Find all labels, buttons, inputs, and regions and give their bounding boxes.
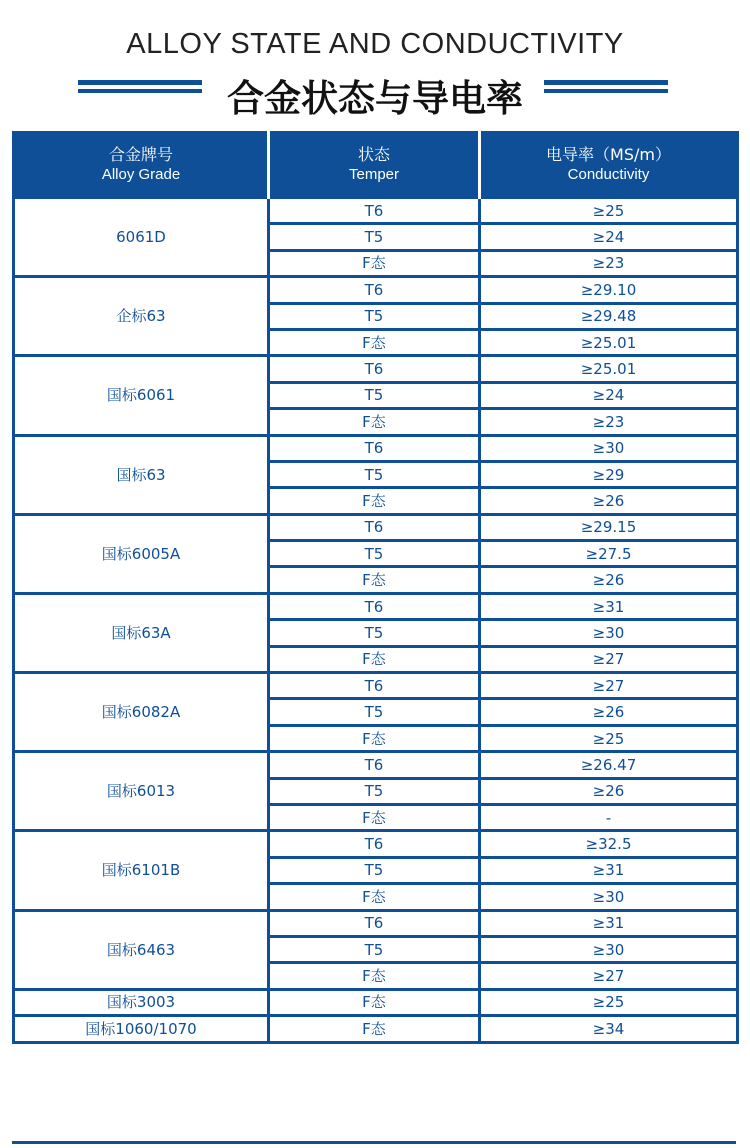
bottom-divider (12, 1141, 736, 1144)
temper-cell: T5 (269, 699, 480, 725)
alloy-grade-cell: 国标6101B (14, 831, 269, 910)
header-alloy-grade-en: Alloy Grade (101, 166, 181, 183)
table-row (14, 356, 738, 382)
temper-cell: T5 (269, 382, 480, 408)
table-row (14, 198, 738, 224)
header-alloy-grade-cn: 合金牌号 (108, 145, 173, 164)
table-body (14, 198, 738, 1043)
conductivity-cell: ≥25 (480, 725, 738, 751)
temper-cell: T5 (269, 778, 480, 804)
conductivity-cell: ≥25 (480, 198, 738, 224)
conductivity-cell: ≥25.01 (480, 329, 738, 355)
alloy-grade-cell: 国标63A (14, 593, 269, 672)
table-row (14, 277, 738, 303)
temper-cell: T5 (269, 620, 480, 646)
alloy-grade-cell: 国标6082A (14, 673, 269, 752)
header-temper-cn: 状态 (357, 145, 390, 164)
temper-cell: T6 (269, 752, 480, 778)
conductivity-cell: ≥27 (480, 673, 738, 699)
table-header-row (14, 133, 738, 198)
temper-cell: T6 (269, 356, 480, 382)
header-conductivity-en: Conductivity (567, 166, 650, 183)
conductivity-cell: ≥32.5 (480, 831, 738, 857)
conductivity-table (12, 131, 739, 1044)
conductivity-cell: ≥30 (480, 620, 738, 646)
alloy-grade-cell: 国标6005A (14, 514, 269, 593)
conductivity-cell: ≥34 (480, 1016, 738, 1042)
temper-cell: T6 (269, 831, 480, 857)
alloy-grade-cell: 国标6061 (14, 356, 269, 435)
conductivity-cell: ≥31 (480, 857, 738, 883)
conductivity-cell: ≥26 (480, 567, 738, 593)
decorative-lines-right (544, 80, 668, 95)
table-row (14, 514, 738, 540)
table-row (14, 593, 738, 619)
conductivity-cell: ≥30 (480, 884, 738, 910)
temper-cell: F态 (269, 250, 480, 276)
temper-cell: T6 (269, 198, 480, 224)
temper-cell: T6 (269, 277, 480, 303)
conductivity-cell: ≥27 (480, 646, 738, 672)
temper-cell: T5 (269, 224, 480, 250)
conductivity-cell: ≥30 (480, 936, 738, 962)
conductivity-cell: ≥25.01 (480, 356, 738, 382)
alloy-grade-cell: 6061D (14, 198, 269, 277)
temper-cell: F态 (269, 804, 480, 830)
table-row (14, 1016, 738, 1042)
temper-cell: F态 (269, 884, 480, 910)
temper-cell: F态 (269, 567, 480, 593)
temper-cell: F态 (269, 646, 480, 672)
temper-cell: F态 (269, 1016, 480, 1042)
conductivity-cell: ≥24 (480, 382, 738, 408)
table-row (14, 831, 738, 857)
conductivity-cell: ≥23 (480, 250, 738, 276)
table-row (14, 752, 738, 778)
temper-cell: F态 (269, 989, 480, 1015)
conductivity-cell: ≥30 (480, 435, 738, 461)
conductivity-cell: ≥29.15 (480, 514, 738, 540)
header-conductivity-cn: 电导率（MS/m） (546, 145, 671, 164)
alloy-grade-cell: 国标63 (14, 435, 269, 514)
page-title-chinese: 合金状态与导电率 (227, 77, 523, 120)
temper-cell: T5 (269, 541, 480, 567)
temper-cell: F态 (269, 725, 480, 751)
temper-cell: T6 (269, 514, 480, 540)
table-row (14, 435, 738, 461)
temper-cell: T5 (269, 461, 480, 487)
header-temper-en: Temper (348, 166, 400, 183)
conductivity-cell: ≥29.10 (480, 277, 738, 303)
alloy-grade-cell: 国标3003 (14, 989, 269, 1015)
temper-cell: F态 (269, 409, 480, 435)
temper-cell: T6 (269, 910, 480, 936)
temper-cell: F态 (269, 963, 480, 989)
conductivity-cell: ≥31 (480, 593, 738, 619)
page-title-english: ALLOY STATE AND CONDUCTIVITY (126, 28, 624, 60)
temper-cell: F态 (269, 329, 480, 355)
temper-cell: T5 (269, 857, 480, 883)
temper-cell: F态 (269, 488, 480, 514)
header-alloy-grade (14, 133, 269, 198)
alloy-grade-cell: 企标63 (14, 277, 269, 356)
conductivity-cell: ≥26 (480, 488, 738, 514)
temper-cell: T6 (269, 593, 480, 619)
header-temper (269, 133, 480, 198)
conductivity-cell: ≥31 (480, 910, 738, 936)
conductivity-cell: ≥26 (480, 778, 738, 804)
temper-cell: T5 (269, 936, 480, 962)
table-row (14, 910, 738, 936)
conductivity-cell: ≥26.47 (480, 752, 738, 778)
header-conductivity (480, 133, 738, 198)
conductivity-cell: ≥24 (480, 224, 738, 250)
conductivity-cell: ≥29 (480, 461, 738, 487)
conductivity-cell: ≥29.48 (480, 303, 738, 329)
conductivity-cell: ≥25 (480, 989, 738, 1015)
conductivity-cell: ≥27.5 (480, 541, 738, 567)
table-row (14, 673, 738, 699)
conductivity-cell: - (480, 804, 738, 830)
alloy-grade-cell: 国标6463 (14, 910, 269, 989)
conductivity-cell: ≥27 (480, 963, 738, 989)
temper-cell: T6 (269, 435, 480, 461)
conductivity-cell: ≥23 (480, 409, 738, 435)
alloy-grade-cell: 国标6013 (14, 752, 269, 831)
temper-cell: T6 (269, 673, 480, 699)
alloy-grade-cell: 国标1060/1070 (14, 1016, 269, 1042)
table-row (14, 989, 738, 1015)
conductivity-cell: ≥26 (480, 699, 738, 725)
temper-cell: T5 (269, 303, 480, 329)
